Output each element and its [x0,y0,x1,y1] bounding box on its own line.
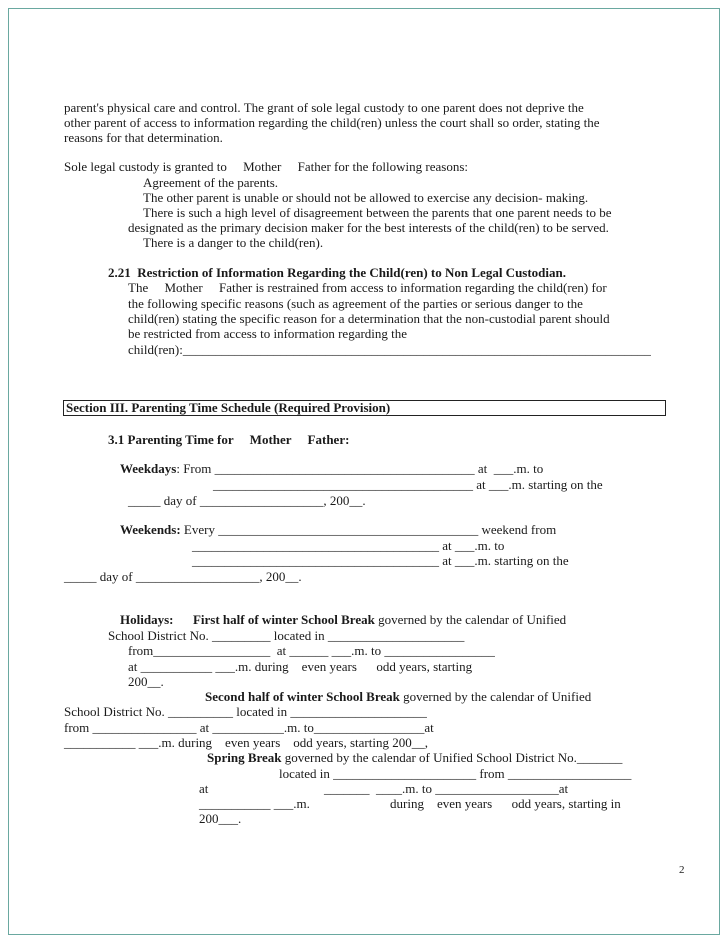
weekdays-label: Weekdays [120,461,177,476]
spring-line-4a: ___________ ___.m. [199,796,310,811]
spring-line-5: 200___. [199,811,242,826]
spring-break-tail: governed by the calendar of Unified School District No._______ [281,750,623,765]
weekdays-line-3: _____ day of ___________________, 200__. [128,493,366,508]
sole-custody-reason-3: There is such a high level of disagreement between the parents that one parent needs to be [143,205,612,220]
spring-line-2: located in ______________________ from ___________________ [279,766,632,781]
spring-line-3b: _______ ____.m. to ___________________at [324,781,569,796]
section-2-21-line-1: The Mother Father is restrained from access to information regarding the child(ren) for [128,280,607,295]
winter-second-line-3: from ________________ at ___________.m. to_________________at [64,720,434,735]
weekends-text-1: Every ________________________________________ weekend from [180,522,557,537]
winter-first-line-4: at ___________ ___.m. during even years odd years, starting [128,659,473,674]
weekdays-line-2: ________________________________________ at ___.m. starting on the [213,477,603,492]
sole-custody-reason-2: The other parent is unable or should not be allowed to exercise any decision- making. [143,190,589,205]
spring-line-1 [207,750,622,765]
winter-second-half-tail: governed by the calendar of Unified [399,689,592,704]
document-page [8,8,720,935]
intro-line-2: other parent of access to information regarding the child(ren) unless the court shall so order, stating the [64,115,600,130]
winter-first-line-3: from__________________ at ______ ___.m. to _________________ [128,643,495,658]
intro-line-1: parent's physical care and control. The grant of sole legal custody to one parent does not deprive the [64,100,584,115]
sole-custody-lead: Sole legal custody is granted to Mother Father for the following reasons: [64,159,469,174]
winter-first-half-label: First half of winter School Break [192,612,375,627]
sole-custody-reason-1: Agreement of the parents. [143,175,279,190]
spring-break-label: Spring Break [207,750,282,765]
winter-first-half-tail: governed by the calendar of Unified [374,612,567,627]
weekends-line-2: ______________________________________ at ___.m. to [192,538,505,553]
section-3-title-box [63,400,666,416]
sole-custody-reason-3-cont: designated as the primary decision maker for the best interests of the child(ren) to be served. [128,220,609,235]
spring-line-3a: at [199,781,209,796]
section-2-21-heading: 2.21 Restriction of Information Regarding the Child(ren) to Non Legal Custodian. [108,265,567,280]
winter-second-line-2: School District No. __________ located in _____________________ [64,704,427,719]
holidays-line-1 [120,612,566,627]
winter-second-line-1 [205,689,591,704]
intro-line-3: reasons for that determination. [64,130,223,145]
weekends-line-3: ______________________________________ at ___.m. starting on the [192,553,569,568]
weekends-line-1 [120,522,556,537]
winter-second-half-label: Second half of winter School Break [205,689,400,704]
winter-first-line-5: 200__. [128,674,164,689]
winter-first-line-2: School District No. _________ located in _____________________ [108,628,465,643]
holidays-label: Holidays: [120,612,174,627]
section-3-title: Section III. Parenting Time Schedule (Required Provision) [66,400,391,415]
spring-line-4b: during even years odd years, starting in [390,796,621,811]
page-number: 2 [679,864,685,876]
weekdays-line-1 [120,461,543,476]
weekends-line-4: _____ day of ___________________, 200__. [64,569,302,584]
subsection-3-1-heading: 3.1 Parenting Time for Mother Father: [108,432,350,447]
weekdays-text-1: : From ________________________________________ at ___.m. to [176,461,544,476]
section-2-21-line-2: the following specific reasons (such as agreement of the parties or serious danger to the [128,296,583,311]
winter-second-line-4: ___________ ___.m. during even years odd years, starting 200__, [64,735,428,750]
weekends-label: Weekends: [120,522,181,537]
section-2-21-line-5: child(ren):________________________________________________________________________ [128,342,651,357]
section-2-21-line-3: child(ren) stating the specific reason for a determination that the non-custodial parent should [128,311,610,326]
sole-custody-reason-4: There is a danger to the child(ren). [143,235,324,250]
section-2-21-line-4: be restricted from access to information regarding the [128,326,408,341]
